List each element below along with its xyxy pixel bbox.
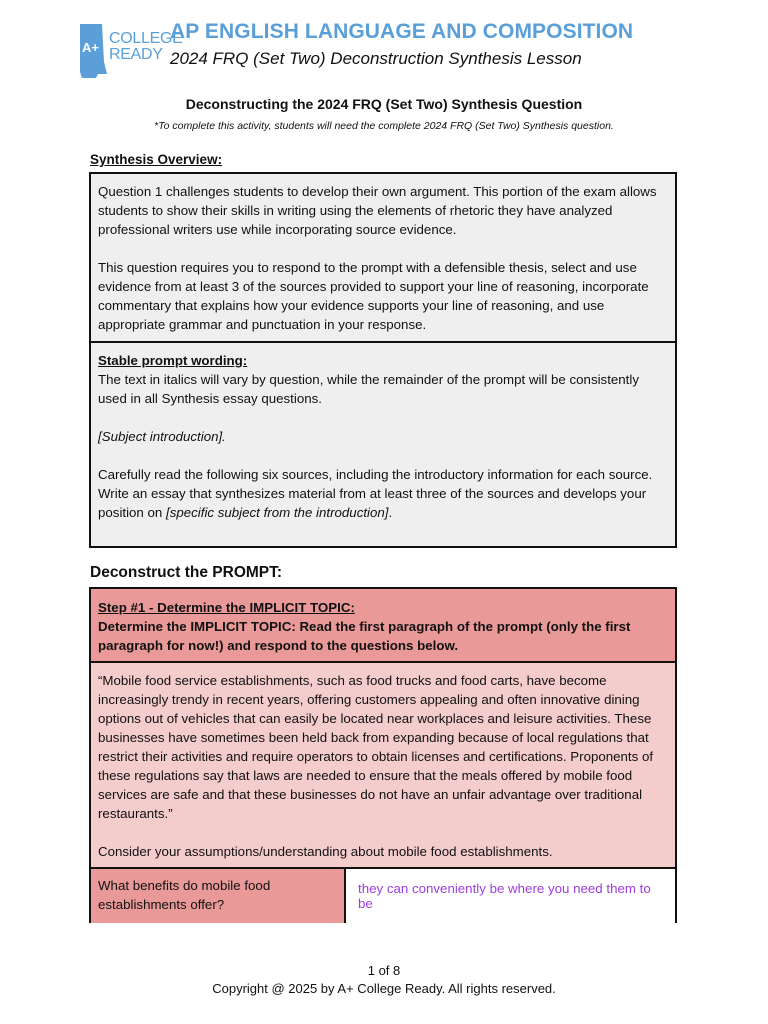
stable-prompt-text: Carefully read the following six sources, including the introductory information for each source. Write an essay that synthesizes material from at least three of the sources and develops your position on	[98, 467, 653, 520]
header-subtitle: 2024 FRQ (Set Two) Deconstruction Synthesis Lesson	[170, 49, 582, 68]
stable-prompt-cell	[91, 343, 675, 530]
synthesis-overview-label: Synthesis Overview:	[90, 152, 223, 167]
document-title: Deconstructing the 2024 FRQ (Set Two) Synthesis Question	[185, 96, 583, 112]
stable-prompt-paragraph-1: The text in italics will vary by question, while the remainder of the prompt will be consistently used in all Synthesis essay questions.	[98, 372, 639, 406]
overview-paragraph-2: This question requires you to respond to the prompt with a defensible thesis, select and use evidence from at least 3 of the sources provided to support your line of reasoning, incorporate commentary that explains how your evidence supports your line of reasoning, and use appropriate grammar and punctuation in your response.	[98, 260, 649, 332]
question-row	[91, 869, 675, 923]
prompt-quote: “Mobile food service establishments, such as food trucks and food carts, have become increasingly trendy in recent years, offering customers appealing and often innovative dining options out of vehicles that can easily be located near workplaces and leisure activities. These businesses have sometimes been held back from expanding because of local regulations that restrict their activities and require operators to obtain licenses and certifications. Proponents of these regulations say that laws are needed to ensure that the meals offered by mobile food services are safe and that these businesses do not have an unfair advantage over traditional restaurants.”	[98, 673, 654, 821]
page-number: 1 of 8	[367, 963, 401, 978]
question-cell: What benefits do mobile food establishments offer?	[91, 869, 346, 923]
step-1-cell	[91, 589, 675, 663]
logo-plus: A+	[82, 40, 99, 55]
stable-prompt-specific-subject: [specific subject from the introduction]	[166, 505, 389, 520]
synthesis-overview-box	[89, 172, 677, 548]
stable-prompt-subject-intro: [Subject introduction].	[98, 429, 226, 444]
copyright: Copyright @ 2025 by A+ College Ready. All rights reserved.	[212, 981, 556, 996]
step-1-label: Step #1 - Determine the IMPLICIT TOPIC:	[98, 600, 355, 615]
answer-field[interactable]: they can conveniently be where you need them to be	[346, 869, 675, 923]
consider-text: Consider your assumptions/understanding about mobile food establishments.	[98, 844, 553, 859]
logo-text-line2: READY	[109, 46, 163, 63]
header-title: AP ENGLISH LANGUAGE AND COMPOSITION	[170, 20, 634, 43]
overview-paragraph-1: Question 1 challenges students to develop their own argument. This portion of the exam allows students to show their skills in writing using the elements of rhetoric they have analyzed professional writers use while incorporating source evidence.	[98, 184, 657, 237]
deconstruct-box	[89, 587, 677, 923]
stable-prompt-label: Stable prompt wording:	[98, 353, 248, 368]
stable-prompt-paragraph-3	[98, 465, 668, 522]
prompt-quote-cell	[91, 663, 675, 869]
deconstruct-heading: Deconstruct the PROMPT:	[90, 564, 283, 581]
step-1-text: Determine the IMPLICIT TOPIC: Read the first paragraph of the prompt (only the first paragraph for now!) and respond to the questions below.	[98, 619, 631, 653]
overview-cell	[91, 174, 675, 343]
stable-prompt-period: .	[388, 505, 393, 520]
logo-text-line1: COLLEGE	[109, 30, 183, 47]
document-note: *To complete this activity, students will need the complete 2024 FRQ (Set Two) Synthesis question.	[154, 120, 614, 132]
